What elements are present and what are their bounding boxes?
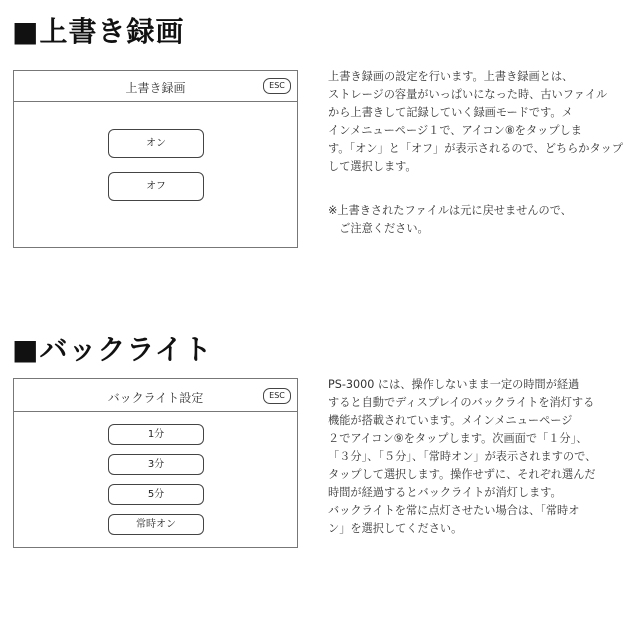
- text-line: 上書き録画の設定を行います。上書き録画とは、: [328, 70, 574, 83]
- text-line: インメニューページ１で、アイコン⑧をタップしま: [328, 124, 582, 137]
- screen-title: バックライト設定: [107, 391, 204, 405]
- text-line: ン」を選択してください。: [328, 522, 463, 535]
- backlight-description: [328, 376, 628, 538]
- overwrite-screen-mockup: [13, 70, 298, 248]
- text-line: 機能が搭載されています。メインメニューページ: [328, 414, 573, 427]
- backlight-screen-mockup: [13, 378, 298, 548]
- text-line: ２でアイコン⑨をタップします。次画面で「１分」、: [328, 432, 588, 445]
- option-button-on[interactable]: オン: [108, 129, 204, 158]
- esc-button[interactable]: ESC: [263, 78, 291, 94]
- text-line: す。「オン」と「オフ」が表示されるので、どちらかタップ: [328, 142, 624, 155]
- option-button-off[interactable]: オフ: [108, 172, 204, 201]
- text-line: 「３分」、「５分」、「常時オン」が表示されますので、: [328, 450, 597, 463]
- screen-title: 上書き録画: [125, 81, 186, 95]
- screen-header: [14, 71, 297, 102]
- section-heading-overwrite: ■上書き録画: [12, 15, 185, 48]
- option-button-5min[interactable]: 5分: [108, 484, 204, 505]
- overwrite-note: [328, 202, 628, 238]
- overwrite-description: [328, 68, 628, 176]
- note-line: ※上書きされたファイルは元に戻せませんので、: [328, 204, 572, 217]
- text-line: から上書きして記録していく録画モードです。メ: [328, 106, 573, 119]
- section-heading-backlight: ■バックライト: [12, 333, 213, 366]
- text-line: PS-3000 には、操作しないまま一定の時間が経過: [328, 378, 580, 391]
- text-line: ストレージの容量がいっぱいになった時、古いファイル: [328, 88, 608, 101]
- text-line: すると自動でディスプレイのバックライトを消灯する: [328, 396, 595, 409]
- option-button-3min[interactable]: 3分: [108, 454, 204, 475]
- esc-button[interactable]: ESC: [263, 388, 291, 404]
- screen-header: [14, 379, 297, 412]
- text-line: バックライトを常に点灯させたい場合は、「常時オ: [328, 504, 580, 517]
- option-button-1min[interactable]: 1分: [108, 424, 204, 445]
- text-line: 時間が経過するとバックライトが消灯します。: [328, 486, 562, 499]
- text-line: タップして選択します。操作せずに、それぞれ選んだ: [328, 468, 596, 481]
- option-button-always-on[interactable]: 常時オン: [108, 514, 204, 535]
- note-line: ご注意ください。: [328, 222, 429, 235]
- text-line: して選択します。: [328, 160, 417, 173]
